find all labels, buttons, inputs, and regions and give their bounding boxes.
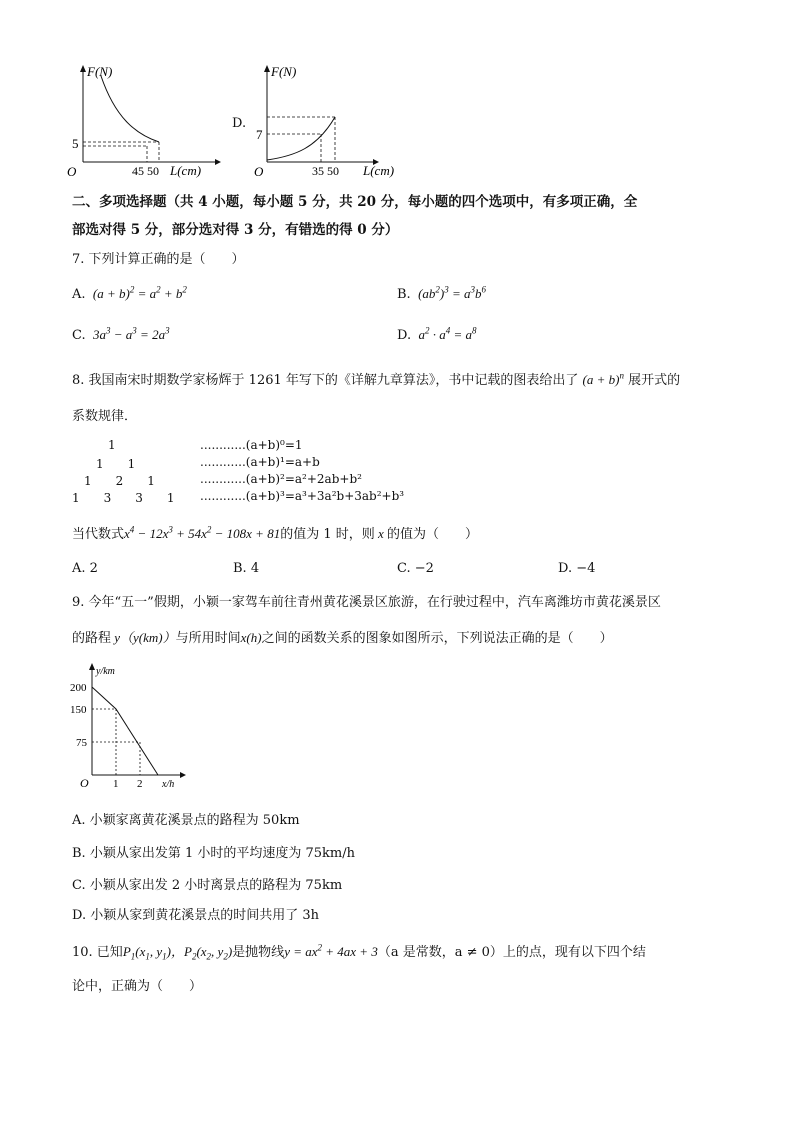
graph-right-option-label: D. [232,116,247,131]
q7-option-c [72,327,170,343]
q7-option-a-label: A. [72,287,86,302]
q9-graph-x-tick-1: 1 [113,778,119,790]
q8-question-end: 的值为（ ） [387,527,479,542]
q10-line1-note: （a 是常数，a ≠ 0）上的点，现有以下四个结 [377,945,646,960]
q8-dots: ............ [200,438,246,452]
graph-right-force-length [245,62,415,182]
graph-right-x-ticks: 35 50 [312,164,339,178]
q9-option-d: D. 小颖从家到黄花溪景点的时间共用了 3h [72,908,320,923]
q9-graph-x-label: x/h [162,779,175,790]
q9-graph-x-tick-2: 2 [137,778,143,790]
q7-option-c-label: C. [72,328,86,343]
q8-stem-post: 展开式的 [628,373,681,388]
graph-right-y-label: F(N) [271,64,297,79]
q8-expansion-text: (a+b)²=a²+2ab+b² [245,472,362,486]
q7-stem: 7. 下列计算正确的是（ ） [72,252,245,267]
q7-option-d-formula: $a^2 \cdot a^4 = a^8$ [415,325,477,342]
q8-triangle-row-1: 1 1 [96,457,136,471]
graph-left-x-label: L(cm) [170,163,202,178]
section-heading-line1: 二、多项选择题（共 4 小题，每小题 5 分，共 20 分，每小题的四个选项中，有多项正确，全 [72,194,638,210]
q9-line2-pre: 的路程 [72,631,112,646]
q8-expansion-3 [200,489,404,503]
q8-dots: ............ [200,455,246,469]
q7-option-b [397,286,486,302]
q7-option-d-label: D. [397,328,412,343]
q8-expansion-text: (a+b)¹=a+b [245,455,320,469]
graph-left-x-ticks: 45 50 [132,164,159,178]
q9-option-c: C. 小颖从家出发 2 小时离景点的路程为 75km [72,878,343,893]
q10-stem-line2: 论中，正确为（ ） [72,979,203,994]
q8-dots: ............ [200,472,246,486]
q9-graph-y-tick-150: 150 [70,704,87,716]
q8-expansion-text: (a+b)⁰=1 [245,438,303,452]
q8-stem [72,369,680,388]
q8-triangle-row-3: 1 3 3 1 [72,491,175,505]
q9-distance-time-graph [68,660,198,795]
q8-expansion-text: (a+b)³=a³+3a²b+3ab²+b³ [245,489,405,503]
q9-line2-mid: 与所用时间 [175,631,241,646]
graph-left-y-tick: 5 [72,136,79,151]
q7-option-b-label: B. [397,287,411,302]
q9-option-b: B. 小颖从家出发第 1 小时的平均速度为 75km/h [72,846,355,861]
q10-parabola: $y = ax^2 + 4ax + 3$ [284,942,378,959]
graph-left-force-length [55,62,225,182]
q8-question-post: 的值为 1 时，则 [280,527,375,542]
q9-stem-line1: 9. 今年“五一”假期，小颖一家驾车前往青州黄花溪景区旅游，在行驶过程中，汽车离潍坊市黄花溪景区 [72,595,661,610]
q9-x-h: x(h) [240,630,262,645]
q7-option-b-formula: $(ab^2)^3 = a^3b^6$ [414,284,487,301]
graph-right-y-tick: 7 [256,127,263,142]
q8-option-c: C. −2 [397,561,434,576]
section-heading-line2: 部选对得 5 分，部分选对得 3 分，有错选的得 0 分） [72,222,399,238]
q7-option-a-formula: $(a + b)^2 = a^2 + b^2$ [89,284,187,301]
q8-question [72,523,478,542]
q7-option-c-formula: $3a^3 - a^3 = 2a^3$ [89,325,170,342]
q9-line2-post: 之间的函数关系的图象如图所示，下列说法正确的是（ ） [261,631,613,646]
q8-variable-x: x [374,526,388,541]
q7-option-a [72,286,187,302]
q10-line1-mid: 是抛物线 [232,945,285,960]
graph-right-x-label: L(cm) [363,163,395,178]
q9-graph-y-tick-75: 75 [76,737,87,749]
q8-option-a: A. 2 [72,561,98,576]
q9-y-km: y（y(km)） [111,630,176,645]
q9-option-a: A. 小颖家离黄花溪景点的路程为 50km [72,813,300,828]
graph-right-origin: O [254,164,264,179]
q8-triangle-row-0: 1 [108,438,116,452]
q10-stem-line1 [72,941,646,960]
q8-option-b: B. 4 [233,561,260,576]
q8-polynomial: $x^4 - 12x^3 + 54x^2 - 108x + 81$ [124,524,281,541]
q8-dots: ............ [200,489,246,503]
q9-stem-line2 [72,627,613,646]
q8-expansion-2 [200,472,362,486]
q8-stem-line2: 系数规律． [72,409,138,424]
q9-graph-y-tick-200: 200 [70,682,87,694]
graph-left-origin: O [67,164,77,179]
q10-points: $P_1(x_1$, $y_1$)，$P_2(x_2$, $y_2$) [122,944,233,962]
q9-graph-origin: O [80,776,89,790]
q9-graph-y-label: y/km [96,666,115,677]
q8-triangle-row-2: 1 2 1 [84,474,155,488]
q8-expansion-0 [200,438,303,452]
q8-binomial: $(a + b)^n$ [582,370,624,387]
q8-option-d: D. −4 [558,561,596,576]
q10-line1-pre: 10. 已知 [72,945,123,960]
q7-option-d [397,327,477,343]
graph-left-y-label: F(N) [87,64,113,79]
q8-stem-pre: 8. 我国南宋时期数学家杨辉于 1261 年写下的《详解九章算法》，书中记载的图表给出了 [72,373,579,388]
q8-expansion-1 [200,455,320,469]
q8-question-pre: 当代数式 [72,527,125,542]
